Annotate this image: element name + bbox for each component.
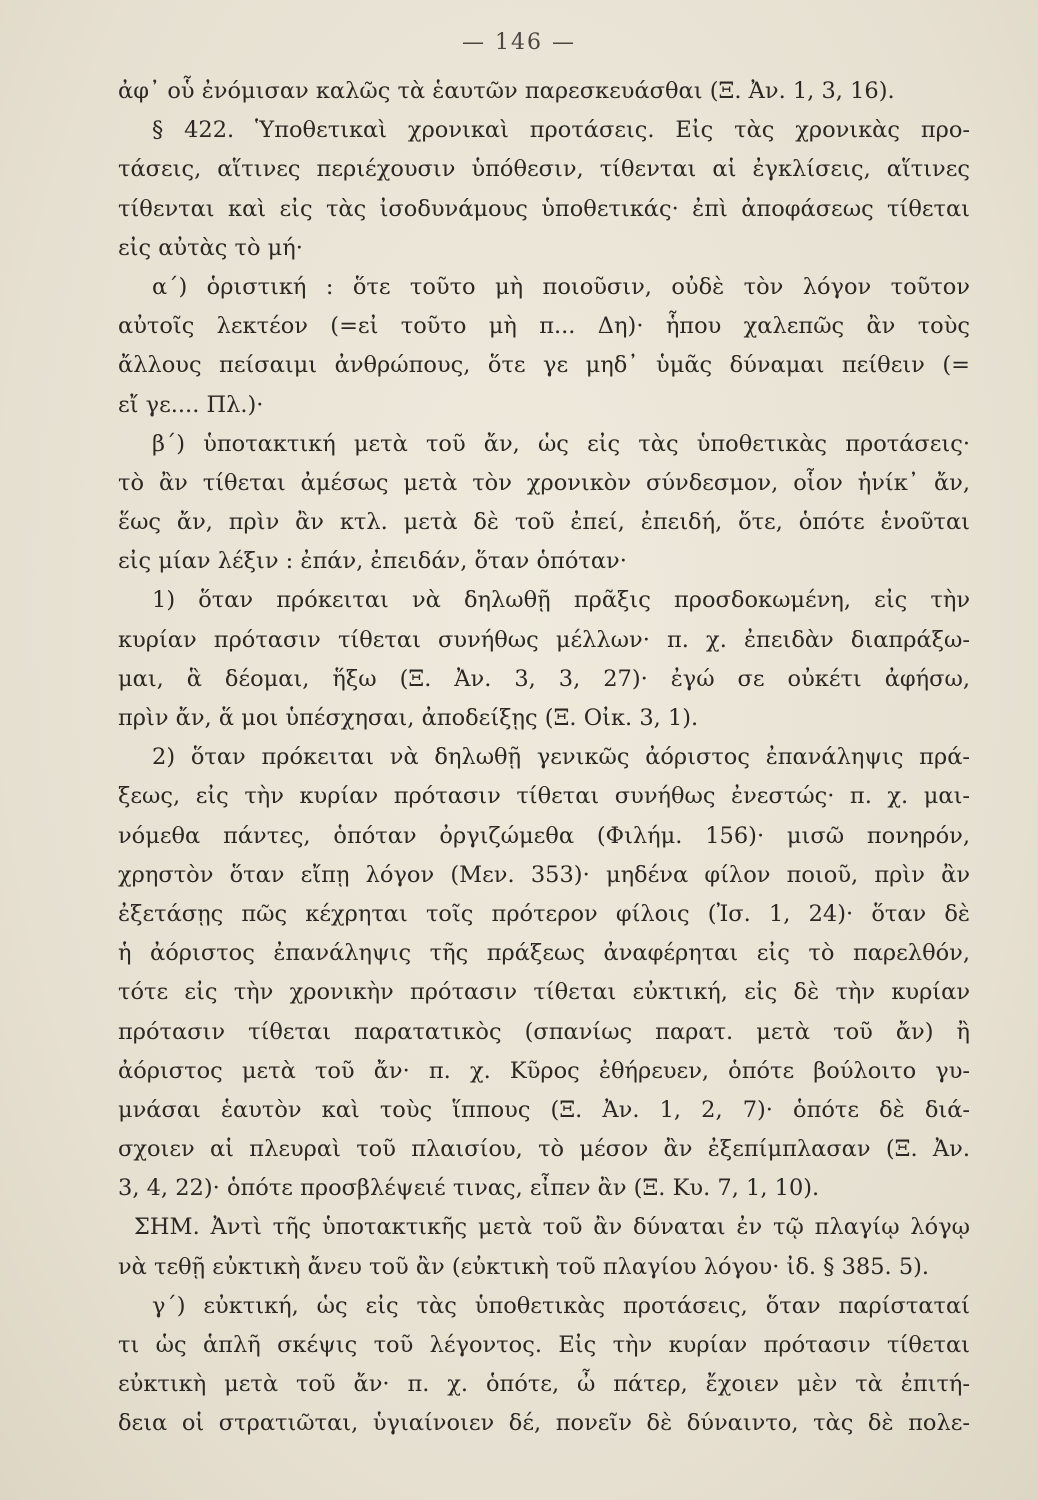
text-line: μνάσαι ἑαυτὸν καὶ τοὺς ἵππους (Ξ. Ἀν. 1, 2, 7)· ὁπότε δὲ διά- [118, 1096, 970, 1123]
text-line: τάσεις, αἵτινες περιέχουσιν ὑπόθεσιν, τίθενται αἱ ἐγκλίσεις, αἵτινες [118, 156, 970, 183]
page-number: — 146 — [462, 30, 576, 55]
text-line: εἴ γε.... Πλ.)· [118, 391, 264, 418]
text-line: δεια οἱ στρατιῶται, ὑγιαίνοιεν δέ, πονεῖν δὲ δύναιντο, τὰς δὲ πολε- [118, 1410, 970, 1437]
text-line: χρηστὸν ὅταν εἴπῃ λόγον (Μεν. 353)· μηδένα φίλον ποιοῦ, πρὶν ἂν [118, 861, 970, 888]
text-line: β΄) ὑποτακτική μετὰ τοῦ ἄν, ὡς εἰς τὰς ὑποθετικὰς προτάσεις· [152, 430, 970, 457]
text-line: πρότασιν τίθεται παρατατικὸς (σπανίως παρατ. μετὰ τοῦ ἄν) ἢ [118, 1018, 970, 1045]
note-line: ΣΗΜ. Ἀντὶ τῆς ὑποτακτικῆς μετὰ τοῦ ἂν δύναται ἐν τῷ πλαγίῳ λόγῳ [134, 1214, 970, 1241]
text-line: ἄλλους πείσαιμι ἀνθρώπους, ὅτε γε μηδ᾽ ὑμᾶς δύναμαι πείθειν (= [118, 352, 970, 379]
text-line: γ΄) εὐκτική, ὡς εἰς τὰς ὑποθετικὰς προτάσεις, ὅταν παρίσταταί [152, 1292, 970, 1319]
text-line: ἐξετάσῃς πῶς κέχρηται τοῖς πρότερον φίλοις (Ἰσ. 1, 24)· ὅταν δὲ [118, 900, 970, 927]
note-line: νὰ τεθῇ εὐκτικὴ ἄνευ τοῦ ἂν (εὐκτικὴ τοῦ πλαγίου λόγου· ἰδ. § 385. 5). [118, 1253, 930, 1280]
text-line: 3, 4, 22)· ὁπότε προσβλέψειέ τινας, εἶπεν ἂν (Ξ. Κυ. 7, 1, 10). [118, 1175, 820, 1202]
text-line: ἕως ἄν, πρὶν ἂν κτλ. μετὰ δὲ τοῦ ἐπεί, ἐπειδή, ὅτε, ὁπότε ἑνοῦται [118, 509, 970, 536]
text-line: σχοιεν αἱ πλευραὶ τοῦ πλαισίου, τὸ μέσον ἂν ἐξεπίμπλασαν (Ξ. Ἀν. [118, 1136, 970, 1163]
text-line: α΄) ὁριστική : ὅτε τοῦτο μὴ ποιοῦσιν, οὐδὲ τὸν λόγον τοῦτον [152, 273, 970, 300]
text-line: εὐκτικὴ μετὰ τοῦ ἄν· π. χ. ὁπότε, ὦ πάτερ, ἔχοιεν μὲν τὰ ἐπιτή- [118, 1371, 970, 1398]
text-line: ἀόριστος μετὰ τοῦ ἄν· π. χ. Κῦρος ἐθήρευεν, ὁπότε βούλοιτο γυ- [118, 1057, 970, 1084]
text-line: πρὶν ἄν, ἅ μοι ὑπέσχησαι, ἀποδείξῃς (Ξ. Οἰκ. 3, 1). [118, 705, 699, 731]
text-line: νόμεθα πάντες, ὁπόταν ὀργιζώμεθα (Φιλήμ. 156)· μισῶ πονηρόν, [118, 822, 970, 849]
text-line: τίθενται καὶ εἰς τὰς ἰσοδυνάμους ὑποθετικάς· ἐπὶ ἀποφάσεως τίθεται [118, 195, 970, 222]
text-line: εἰς μίαν λέξιν : ἐπάν, ἐπειδάν, ὅταν ὁπόταν· [118, 548, 627, 575]
text-line: ἡ ἀόριστος ἐπανάληψις τῆς πράξεως ἀναφέρηται εἰς τὸ παρελθόν, [118, 940, 970, 967]
text-line: τι ὡς ἁπλῆ σκέψις τοῦ λέγοντος. Εἰς τὴν κυρίαν πρότασιν τίθεται [118, 1332, 970, 1358]
text-line: 2) ὅταν πρόκειται νὰ δηλωθῇ γενικῶς ἀόριστος ἐπανάληψις πρά- [152, 744, 970, 771]
text-line: τότε εἰς τὴν χρονικὴν πρότασιν τίθεται εὐκτική, εἰς δὲ τὴν κυρίαν [118, 979, 970, 1006]
section-heading-line: § 422. Ὑποθετικαὶ χρονικαὶ προτάσεις. Εἰς τὰς χρονικὰς προ- [152, 117, 970, 144]
text-line: μαι, ἃ δέομαι, ἥξω (Ξ. Ἀν. 3, 3, 27)· ἐγώ σε οὐκέτι ἀφήσω, [118, 665, 970, 692]
text-line: κυρίαν πρότασιν τίθεται συνήθως μέλλων· π. χ. ἐπειδὰν διαπράξω- [118, 626, 970, 653]
text-line: τὸ ἂν τίθεται ἀμέσως μετὰ τὸν χρονικὸν σύνδεσμον, οἷον ἡνίκ᾽ ἄν, [118, 469, 970, 496]
text-line: 1) ὅταν πρόκειται νὰ δηλωθῇ πρᾶξις προσδοκωμένη, εἰς τὴν [152, 587, 970, 614]
text-line: ξεως, εἰς τὴν κυρίαν πρότασιν τίθεται συνήθως ἐνεστώς· π. χ. μαι- [118, 783, 970, 810]
body-text [118, 72, 970, 1444]
text-line: εἰς αὐτὰς τὸ μή· [118, 234, 303, 261]
text-line: ἀφ᾽ οὗ ἐνόμισαν καλῶς τὰ ἑαυτῶν παρεσκευάσθαι (Ξ. Ἀν. 1, 3, 16). [118, 78, 895, 104]
text-line: αὐτοῖς λεκτέον (=εἰ τοῦτο μὴ π... Δη)· ἧπου χαλεπῶς ἂν τοὺς [118, 313, 970, 340]
